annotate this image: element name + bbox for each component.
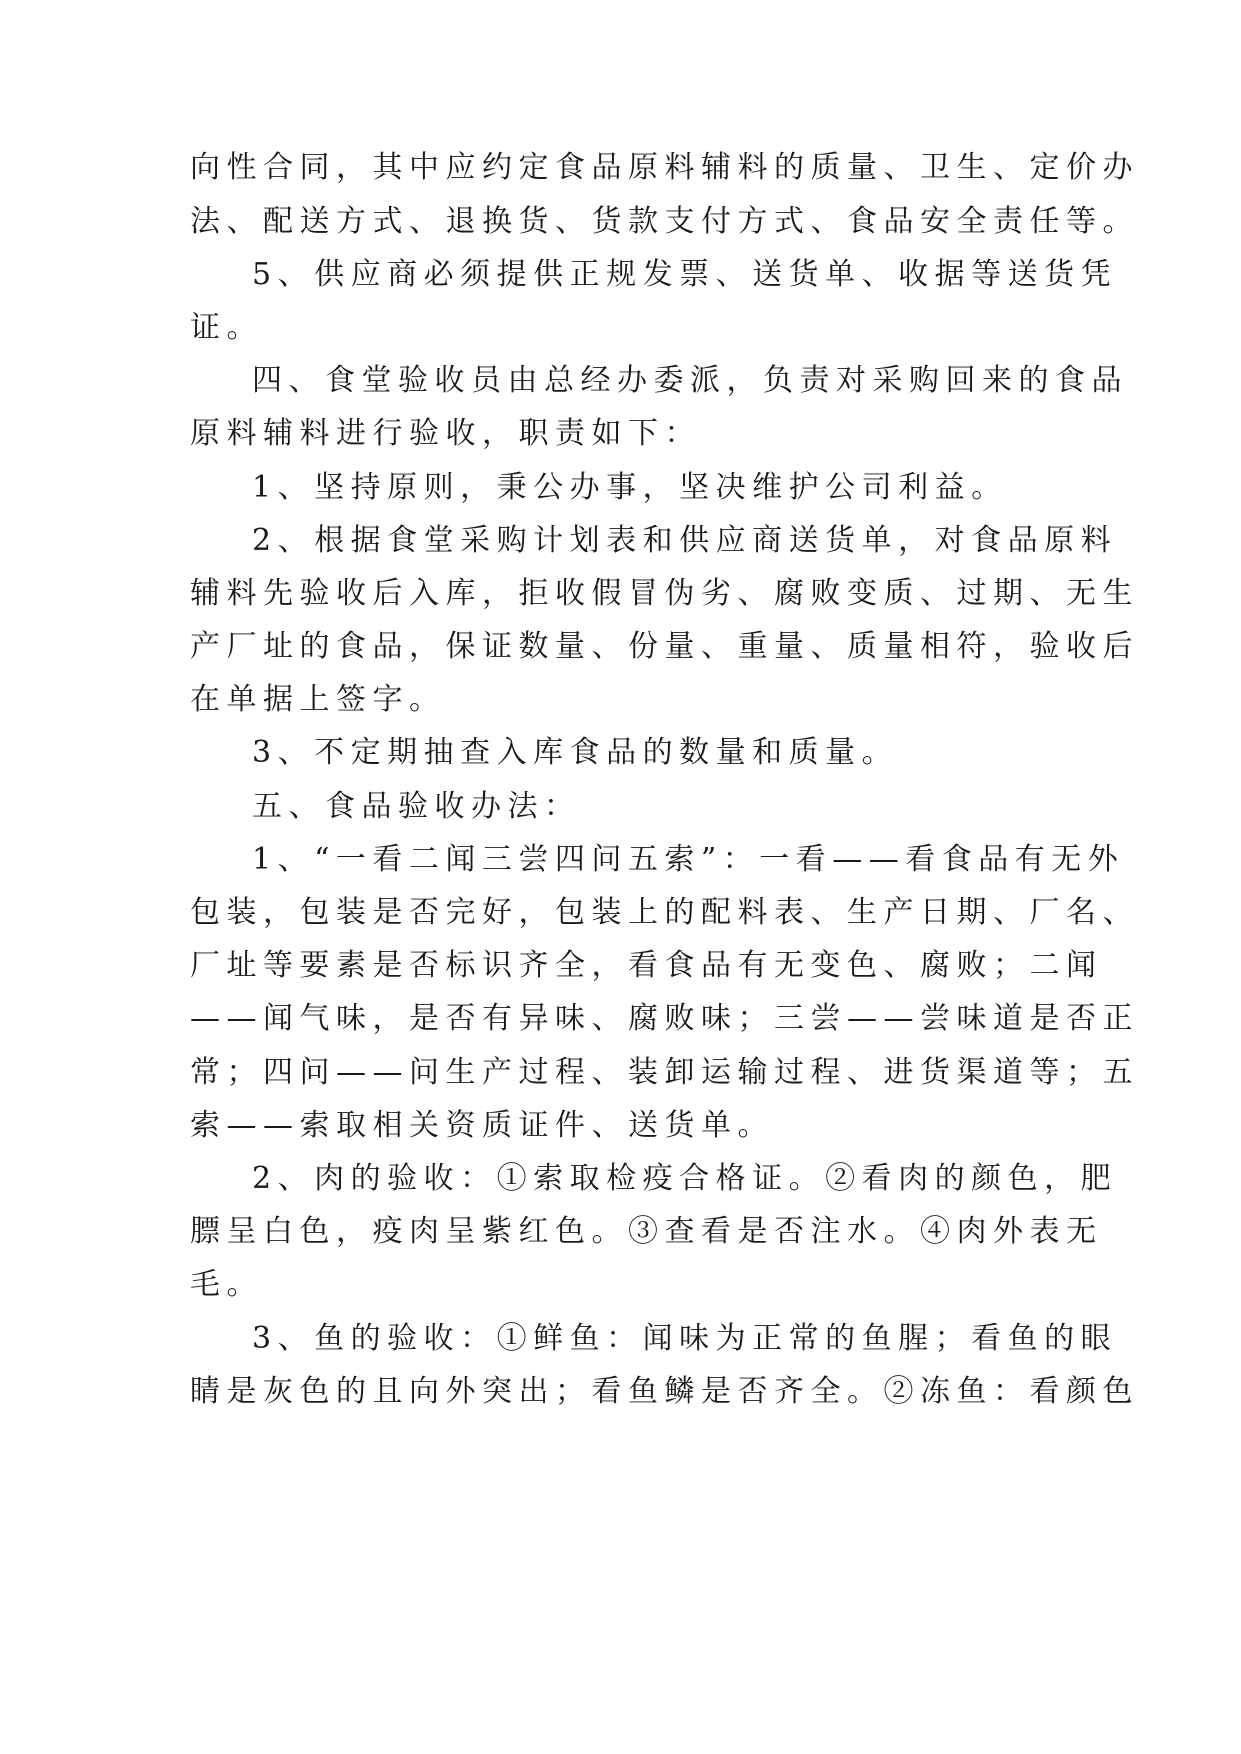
text-line: ——闻气味，是否有异味、腐败味；三尝——尝味道是否正	[190, 1001, 1139, 1036]
text-line: 1、“一看二闻三尝四问五索”：一看——看食品有无外	[252, 842, 1125, 877]
text-line: 辅料先验收后入库，拒收假冒伪劣、腐败变质、过期、无生	[190, 576, 1139, 611]
text-line: 1、坚持原则，秉公办事，坚决维护公司利益。	[252, 470, 1008, 505]
text-line: 2、肉的验收：①索取检疫合格证。②看肉的颜色，肥	[252, 1161, 1118, 1196]
text-line: 包装，包装是否完好，包装上的配料表、生产日期、厂名、	[190, 895, 1139, 930]
text-line: 3、鱼的验收：①鲜鱼：闻味为正常的鱼腥；看鱼的眼	[252, 1321, 1118, 1356]
text-line: 证。	[190, 310, 263, 345]
text-line: 毛。	[190, 1267, 263, 1302]
text-line: 2、根据食堂采购计划表和供应商送货单，对食品原料	[252, 523, 1118, 558]
text-line: 睛是灰色的且向外突出；看鱼鳞是否齐全。②冻鱼：看颜色	[190, 1374, 1139, 1409]
text-line: 5、供应商必须提供正规发票、送货单、收据等送货凭	[252, 257, 1118, 292]
text-line: 在单据上签字。	[190, 682, 446, 717]
text-line: 四、食堂验收员由总经办委派，负责对采购回来的食品	[252, 363, 1128, 398]
text-line: 索——索取相关资质证件、送货单。	[190, 1108, 774, 1143]
text-line: 3、不定期抽查入库食品的数量和质量。	[252, 735, 899, 770]
text-line: 产厂址的食品，保证数量、份量、重量、质量相符，验收后	[190, 629, 1139, 664]
text-line: 膘呈白色，疫肉呈紫红色。③查看是否注水。④肉外表无	[190, 1214, 1103, 1249]
text-line: 原料辅料进行验收，职责如下：	[190, 416, 701, 451]
text-line: 常；四问——问生产过程、装卸运输过程、进货渠道等；五	[190, 1055, 1139, 1090]
text-line: 五、食品验收办法：	[252, 789, 581, 824]
text-line: 法、配送方式、退换货、货款支付方式、食品安全责任等。	[190, 204, 1139, 239]
text-line: 厂址等要素是否标识齐全，看食品有无变色、腐败；二闻	[190, 948, 1103, 983]
text-line: 向性合同，其中应约定食品原料辅料的质量、卫生、定价办	[190, 150, 1139, 185]
